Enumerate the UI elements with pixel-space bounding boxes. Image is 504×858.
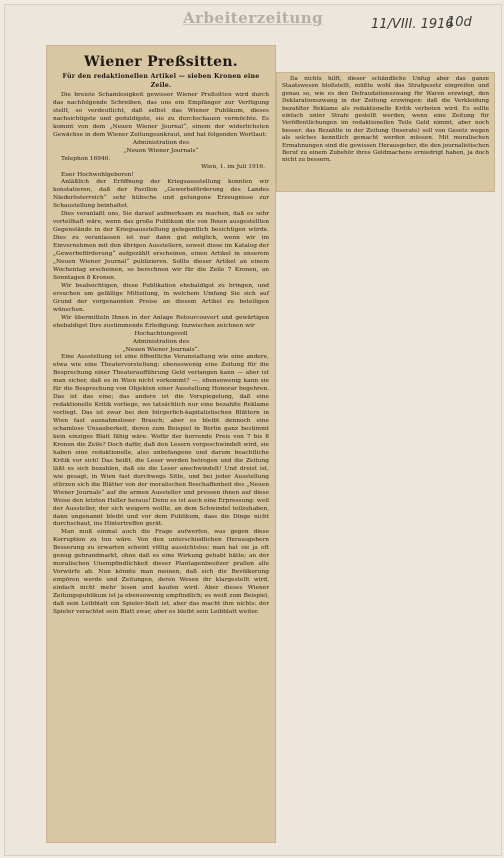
paragraph: Man muß einmal auch die Frage aufwerfen, was gegen diese Korruption zu tun wäre. Von den unterschiedlichen Herausgebern Besserung zu erwarten scheint völlig aussichtslos; man hat sie ja oft genug gebrandmarkt, ohne daß es eine Wirkung gehabt hätte; an der moralischen Unempfindlichkeit dieser Plantagenbesitzer prallen alle Vorwürfe ab. Nun könnte man meinen, daß sich die Bevölkerung empören werde und Zeitungen, deren Wesen ihr klargestellt wird, einfach nicht mehr lesen und kaufen wird. Aber dieses Wiener Zeitungspublikum ist ja ebensowenig empfindlich; es weiß zum Beispiel, daß sein Leibblatt ein Spieler-blatt ist, aber das macht ihm nichts: der Spieler verachtet sein Blatt zwar, aber es bleibt sein Leibblatt weiter. xyxy=(53,529,269,615)
paragraph: Wir beabsichtigen, diese Publikation ehebaldigst zu bringen, und ersuchen um gefällige Mitteilung, in welchem Umfang Sie sich auf Grund der vorgenannten Preise an diesem Artikel zu beteiligen wünschen. xyxy=(53,282,269,313)
letter-salutation: Euer Hochwohlgeboren! xyxy=(61,171,134,178)
paragraph: Dies veranlaßt uns, Sie darauf aufmerksam zu machen, daß es sehr vorteilhaft wäre, wenn das große Publikum die von Ihnen ausgestellten Gegenstände in der Kriegsausstellung gelegentlich besichtigen würde. Dies zu veranlassen ist nur dann gut möglich, wenn wir im Einvernehmen mit den übrigen Ausstellern, soweit diese im Katalog der „Gewerbeförderung“ aufgezählt erscheinen, einen Artikel in unserem „Neuen Wiener Journal“ publizieren. Sollte dieser Artikel an einem Wochentag erscheinen, so berechnen wir für die Zeile 7 Kronen, an Sonntagen 8 Kronen. xyxy=(53,211,269,281)
letter-sender-name: „Neuen Wiener Journals“ xyxy=(123,147,199,154)
letter-signature-line: Administration des xyxy=(132,338,190,345)
paragraph: Eine Ausstellung ist eine öffentliche Veranstaltung wie eine andere, etwa wie eine Theatervorstellung; ebensowenig eine Zeitung für die Besprechung einer Theateraufführung Geld verlangen kann — aber ist man sicher, daß es in Wien nicht vorkommt? —, ebensowenig kann sie für die Besprechung von Objekten einer Ausstellung Honorar begehren. Das ist das eine; das andere ist die Vorspiegelung, daß eine redaktionelle Kritik vorliege, wo tatsächlich nur eine bezahlte Reklame vorliegt. Das ist zwar bei den bürgerlich-kapitalistischen Blättern in Wien fast ausnahmsloser Brauch; aber es bleibt dennoch eine schamlose Unsauberkeit, deren zum Beispiel in Berlin ganz bestimmt kein einziges Blatt fähig wäre. Wofür der horrende Preis von 7 bis 8 Kronen die Zeile? Doch dafür, daß den Lesern vorgeschwindelt wird, sie haben eine redaktionelle, also unbefangene und darum beachtliche Kritik vor sich! Das heißt, die Leser werden betrogen und die Zeitung läßt es sich bezahlen, daß sie die Leser anschwindelt! Und dreist ist, wie gesagt, in Wien fast durchwegs Sitte, und bei jeder Ausstellung stürzen sich die Blätter von der moralischen Beschaffenheit des „Neuen Wiener Journals“ auf die armen Aussteller und pressen ihnen auf diese Weise den letzten Heller heraus! Denn es ist auch eine Erpressung: weil der Aussteller, der sich weigern wollte, an dem Schwindel teilzuhaben, dann ungenannt bleibt und vor dem Publikum, dass die Dinge nicht durchschaut, ins Hintertreffen gerät. xyxy=(53,354,269,528)
article-continuation xyxy=(282,76,489,165)
article-headline: Wiener Preßsitten. xyxy=(84,54,238,70)
article-subhead: Für den redaktionellen Artikel — sieben Kronen eine Zeile. xyxy=(62,73,260,89)
letter-sender-line: Administration des xyxy=(132,139,190,146)
newspaper-clipping-continuation xyxy=(277,73,494,191)
letter-date: Wien, 1. im Juli 1916. xyxy=(201,163,265,170)
paragraph: Wir übermitteln Ihnen in der Anlage Retourcouvert und gewärtigen ehebaldigst Ihre zustimmende Erledigung. Inzwischen zeichnen wir xyxy=(53,314,269,329)
paragraph: Anläßlich der Eröffnung der Kriegsausstellung konnten wir konstatieren, daß der Pavillon „Gewerbeförderung des Landes Niederösterreich“ sehr hübsche und gelungene Erzeugnisse zur Schaustellung beinhaltet. xyxy=(53,179,269,210)
letter-closing: Hochachtungsvoll xyxy=(134,330,188,337)
handwritten-number: 10d xyxy=(447,15,472,30)
handwritten-date: 11/VIII. 1916 xyxy=(371,17,454,32)
article-body xyxy=(53,92,269,617)
paragraph: Die breiste Schamlosigkeit gewisser Wiener Preßsitten wird durch das nachfolgende Schreiben, das uns ein Empfänger zur Verfügung stellt, so verdeutlicht, daß selbst das Wiener Publikum, dieses nachsichtigste und geduldigste, sie zu durchschauen vermöchte. Es kommt von dem „Neuen Wiener Journal“, einem der widerlichsten Gewächse in dem Wiener Zeitungsunkraut, und hat folgenden Wortlaut: xyxy=(53,92,269,138)
paragraph: Da nichts hilft, dieser schändliche Unfug aber das ganze Staatswesen bloßstellt, müßte wohl das Strafgesetz eingreifen und genau so, wie es den Defraudationszwang für Waren erzwingt, den Deklarationszwang in der Zeitung erzwingen: daß die Verkleidung bezahlter Reklame als redaktionelle Kritik verboten wird. Es sollte einfach unter Strafe gestellt werden, wenn eine Zeitung für Veröffentlichungen im redaktionellen Teile Geld nimmt, aber noch besser: das Bezahlte in der Zeitung (Inserate) soll von Gesetz wegen als solches kenntlich gemacht werden müssen. Mit moralischen Ermahnungen sind die gewissen Herausgeber, die den journalistischen Beruf zu einem Zubehör ihres Geldmachens erniedrigt haben, ja doch nicht zu bessern. xyxy=(282,76,489,164)
letter-telephone: Telephon 16940. xyxy=(61,155,111,162)
archive-stamp: Arbeiterzeitung xyxy=(183,9,324,27)
letter-signature-name: „Neuen Wiener Journals“. xyxy=(122,346,200,353)
newspaper-clipping-main xyxy=(47,46,275,842)
